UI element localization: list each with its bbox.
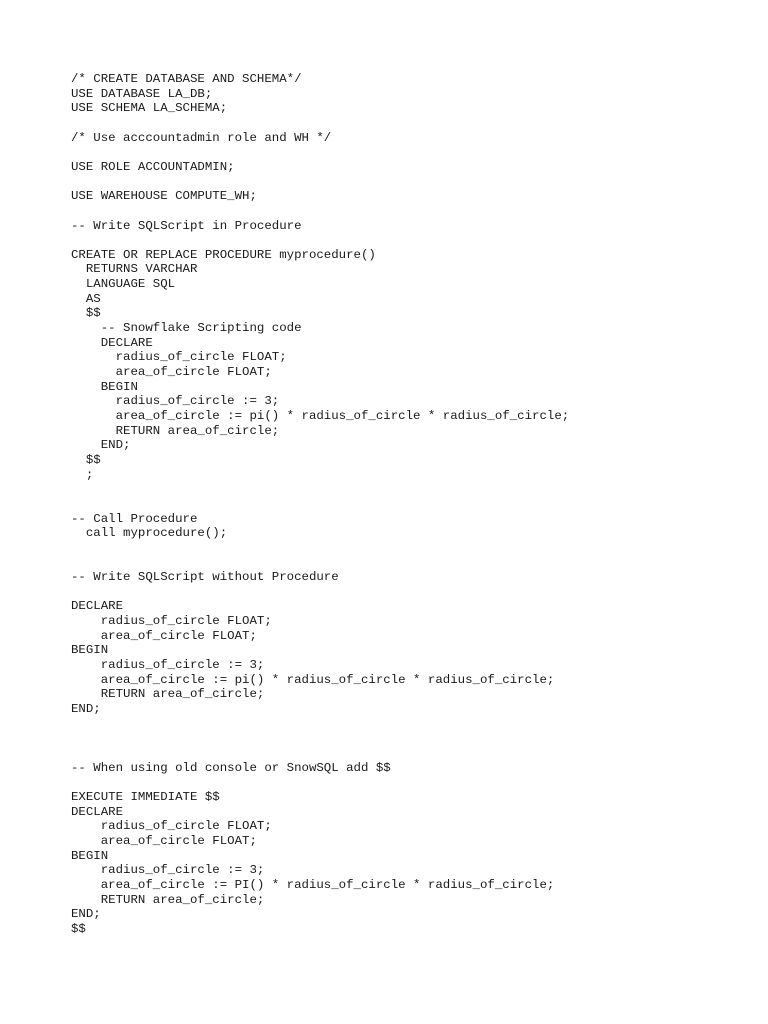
code-line: USE SCHEMA LA_SCHEMA; — [71, 101, 228, 116]
code-line: radius_of_circle := 3; — [71, 658, 265, 673]
code-line — [71, 116, 569, 131]
code-line — [71, 585, 569, 600]
sql-code-block — [71, 72, 569, 937]
code-line — [71, 175, 569, 190]
code-line: RETURN area_of_circle; — [71, 687, 265, 702]
code-line: radius_of_circle FLOAT; — [71, 350, 287, 365]
code-line — [71, 746, 569, 761]
code-line — [71, 775, 569, 790]
code-line: area_of_circle := PI() * radius_of_circle * radius_of_circle; — [71, 877, 555, 892]
code-line — [71, 731, 569, 746]
code-line: area_of_circle FLOAT; — [71, 833, 257, 848]
code-line: radius_of_circle := 3; — [71, 394, 280, 409]
code-line — [71, 233, 569, 248]
code-line: EXECUTE IMMEDIATE $$ — [71, 789, 220, 804]
code-line: -- Write SQLScript in Procedure — [71, 218, 302, 233]
code-line: BEGIN — [71, 848, 109, 863]
code-line: /* CREATE DATABASE AND SCHEMA*/ — [71, 72, 302, 86]
code-line: USE ROLE ACCOUNTADMIN; — [71, 159, 235, 174]
code-line — [71, 541, 569, 556]
code-line: -- Write SQLScript without Procedure — [71, 570, 339, 585]
code-line: -- When using old console or SnowSQL add $$ — [71, 760, 391, 775]
code-line: area_of_circle := pi() * radius_of_circle * radius_of_circle; — [71, 672, 555, 687]
code-line: AS — [71, 291, 101, 306]
code-line: area_of_circle FLOAT; — [71, 365, 272, 380]
code-line — [71, 204, 569, 219]
code-line: radius_of_circle FLOAT; — [71, 614, 272, 629]
code-line: $$ — [71, 452, 101, 467]
code-line: call myprocedure(); — [71, 526, 228, 541]
code-line — [71, 482, 569, 497]
code-line: RETURN area_of_circle; — [71, 892, 265, 907]
code-line: DECLARE — [71, 335, 153, 350]
code-line: END; — [71, 907, 101, 922]
code-line: radius_of_circle FLOAT; — [71, 819, 272, 834]
code-line — [71, 717, 569, 732]
code-line: BEGIN — [71, 379, 138, 394]
code-line: USE DATABASE LA_DB; — [71, 86, 213, 101]
code-line — [71, 145, 569, 160]
code-line: END; — [71, 702, 101, 717]
code-line: area_of_circle := pi() * radius_of_circle * radius_of_circle; — [71, 409, 570, 424]
code-line: END; — [71, 438, 131, 453]
code-line: $$ — [71, 921, 86, 936]
code-line: DECLARE — [71, 804, 124, 819]
code-line: $$ — [71, 306, 101, 321]
code-line: LANGUAGE SQL — [71, 277, 176, 292]
code-line: CREATE OR REPLACE PROCEDURE myprocedure() — [71, 247, 376, 262]
code-line: USE WAREHOUSE COMPUTE_WH; — [71, 189, 257, 204]
code-line — [71, 556, 569, 571]
code-line: ; — [71, 467, 94, 482]
code-line: area_of_circle FLOAT; — [71, 628, 257, 643]
code-line: radius_of_circle := 3; — [71, 863, 265, 878]
code-line: RETURNS VARCHAR — [71, 262, 198, 277]
code-line: BEGIN — [71, 643, 109, 658]
code-line — [71, 497, 569, 512]
code-line: -- Call Procedure — [71, 511, 198, 526]
code-line: -- Snowflake Scripting code — [71, 321, 302, 336]
code-line: /* Use acccountadmin role and WH */ — [71, 130, 332, 145]
code-line: RETURN area_of_circle; — [71, 423, 280, 438]
code-line: DECLARE — [71, 599, 124, 614]
